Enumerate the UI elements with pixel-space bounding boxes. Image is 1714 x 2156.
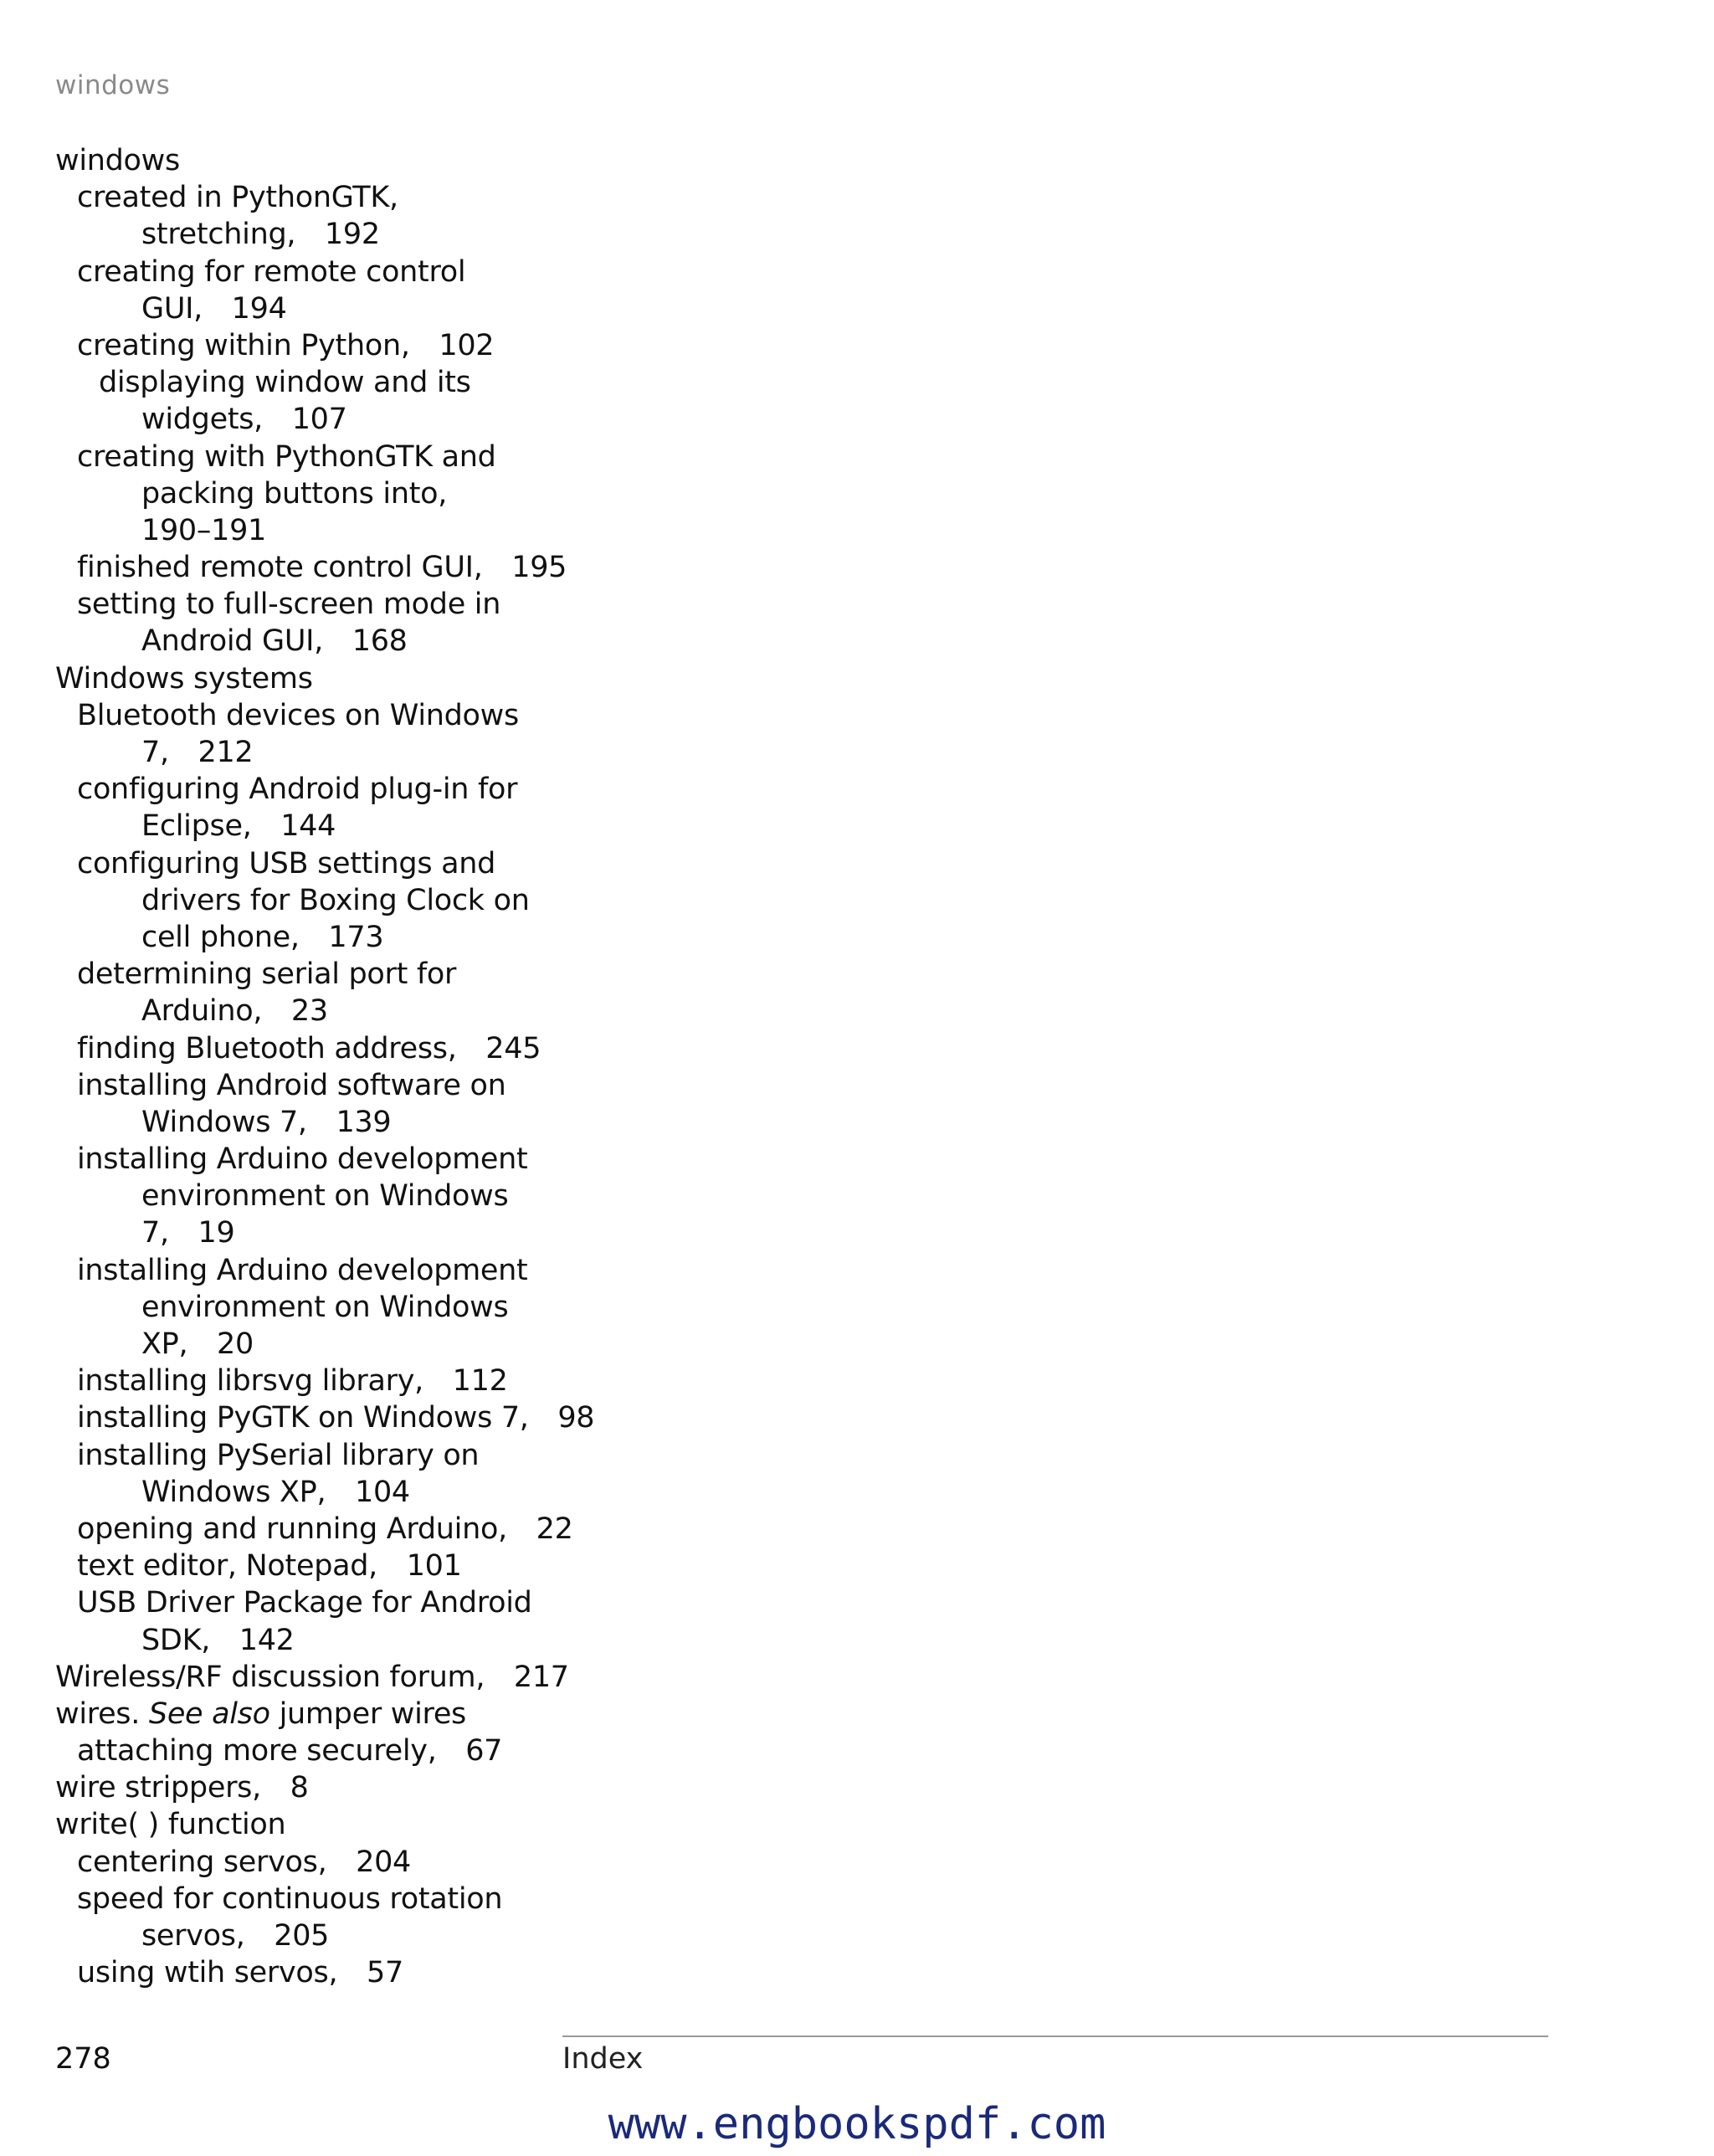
index-subentry: using wtih servos, 57 [77,1956,403,1990]
index-continuation: XP, 20 [141,1327,254,1361]
index-continuation: 7, 19 [141,1216,235,1250]
index-entry-wire-strippers: wire strippers, 8 [55,1771,309,1805]
see-also-target: jumper wires [279,1697,466,1731]
running-head: windows [55,70,171,100]
index-subentry: Bluetooth devices on Windows [77,698,519,732]
footer-rule [562,2035,1548,2037]
index-continuation: packing buttons into, [141,476,448,511]
watermark-link[interactable]: www.engbookspdf.com [608,2099,1106,2149]
footer-section-label: Index [562,2042,644,2076]
index-continuation: Windows XP, 104 [141,1475,410,1509]
index-entry-wires [55,1696,591,1732]
index-continuation: Android GUI, 168 [141,624,408,659]
index-continuation: 7, 212 [141,736,254,769]
index-subentry: installing librsvg library, 112 [77,1364,508,1399]
index-continuation: environment on Windows [141,1179,509,1214]
index-subentry: finding Bluetooth address, 245 [77,1031,541,1065]
index-subentry: speed for continuous rotation [77,1881,503,1916]
index-continuation: GUI, 194 [141,291,287,326]
index-continuation: stretching, 192 [141,218,380,252]
index-subentry: determining serial port for [77,957,457,992]
index-subentry: installing PySerial library on [77,1438,480,1472]
index-entry-windows-systems: Windows systems [55,661,313,696]
index-continuation: Eclipse, 144 [141,809,336,844]
index-subentry: attaching more securely, 67 [77,1734,503,1768]
index-column [55,142,595,1991]
index-continuation: Arduino, 23 [141,994,328,1029]
entry-term: wires. [55,1697,141,1731]
index-subentry: setting to full-screen mode in [77,588,501,622]
index-continuation: servos, 205 [141,1919,330,1953]
index-entry-write-function: write( ) function [55,1808,286,1842]
index-continuation: drivers for Boxing Clock on [141,883,530,917]
index-continuation: Windows 7, 139 [141,1105,392,1139]
index-subentry: configuring USB settings and [77,846,496,880]
index-subentry: creating within Python, 102 [77,328,495,362]
index-subsubentry: displaying window and its [99,366,471,400]
index-continuation: 190–191 [141,513,267,547]
index-continuation: SDK, 142 [141,1623,295,1657]
index-continuation: environment on Windows [141,1290,509,1324]
index-subentry: creating with PythonGTK and [77,439,496,474]
index-entry-wireless-rf: Wireless/RF discussion forum, 217 [55,1660,569,1694]
index-subentry: creating for remote control [77,254,466,289]
page-number: 278 [55,2042,111,2076]
index-continuation: widgets, 107 [141,403,347,437]
index-subentry: opening and running Arduino, 22 [77,1512,573,1546]
index-entry-windows: windows [55,144,180,177]
index-subentry: installing Arduino development [77,1142,528,1177]
index-subentry: configuring Android plug-in for [77,773,518,807]
index-subentry: installing Arduino development [77,1253,528,1287]
index-subentry: installing Android software on [77,1068,506,1102]
index-subentry: created in PythonGTK, [77,181,398,215]
index-subentry: text editor, Notepad, 101 [77,1549,462,1584]
see-also-label: See also [148,1697,270,1731]
index-continuation: cell phone, 173 [141,920,384,954]
index-subentry: centering servos, 204 [77,1845,412,1879]
index-subentry: installing PyGTK on Windows 7, 98 [77,1401,595,1435]
index-subentry: USB Driver Package for Android [77,1586,532,1620]
index-subentry: finished remote control GUI, 195 [77,551,567,585]
